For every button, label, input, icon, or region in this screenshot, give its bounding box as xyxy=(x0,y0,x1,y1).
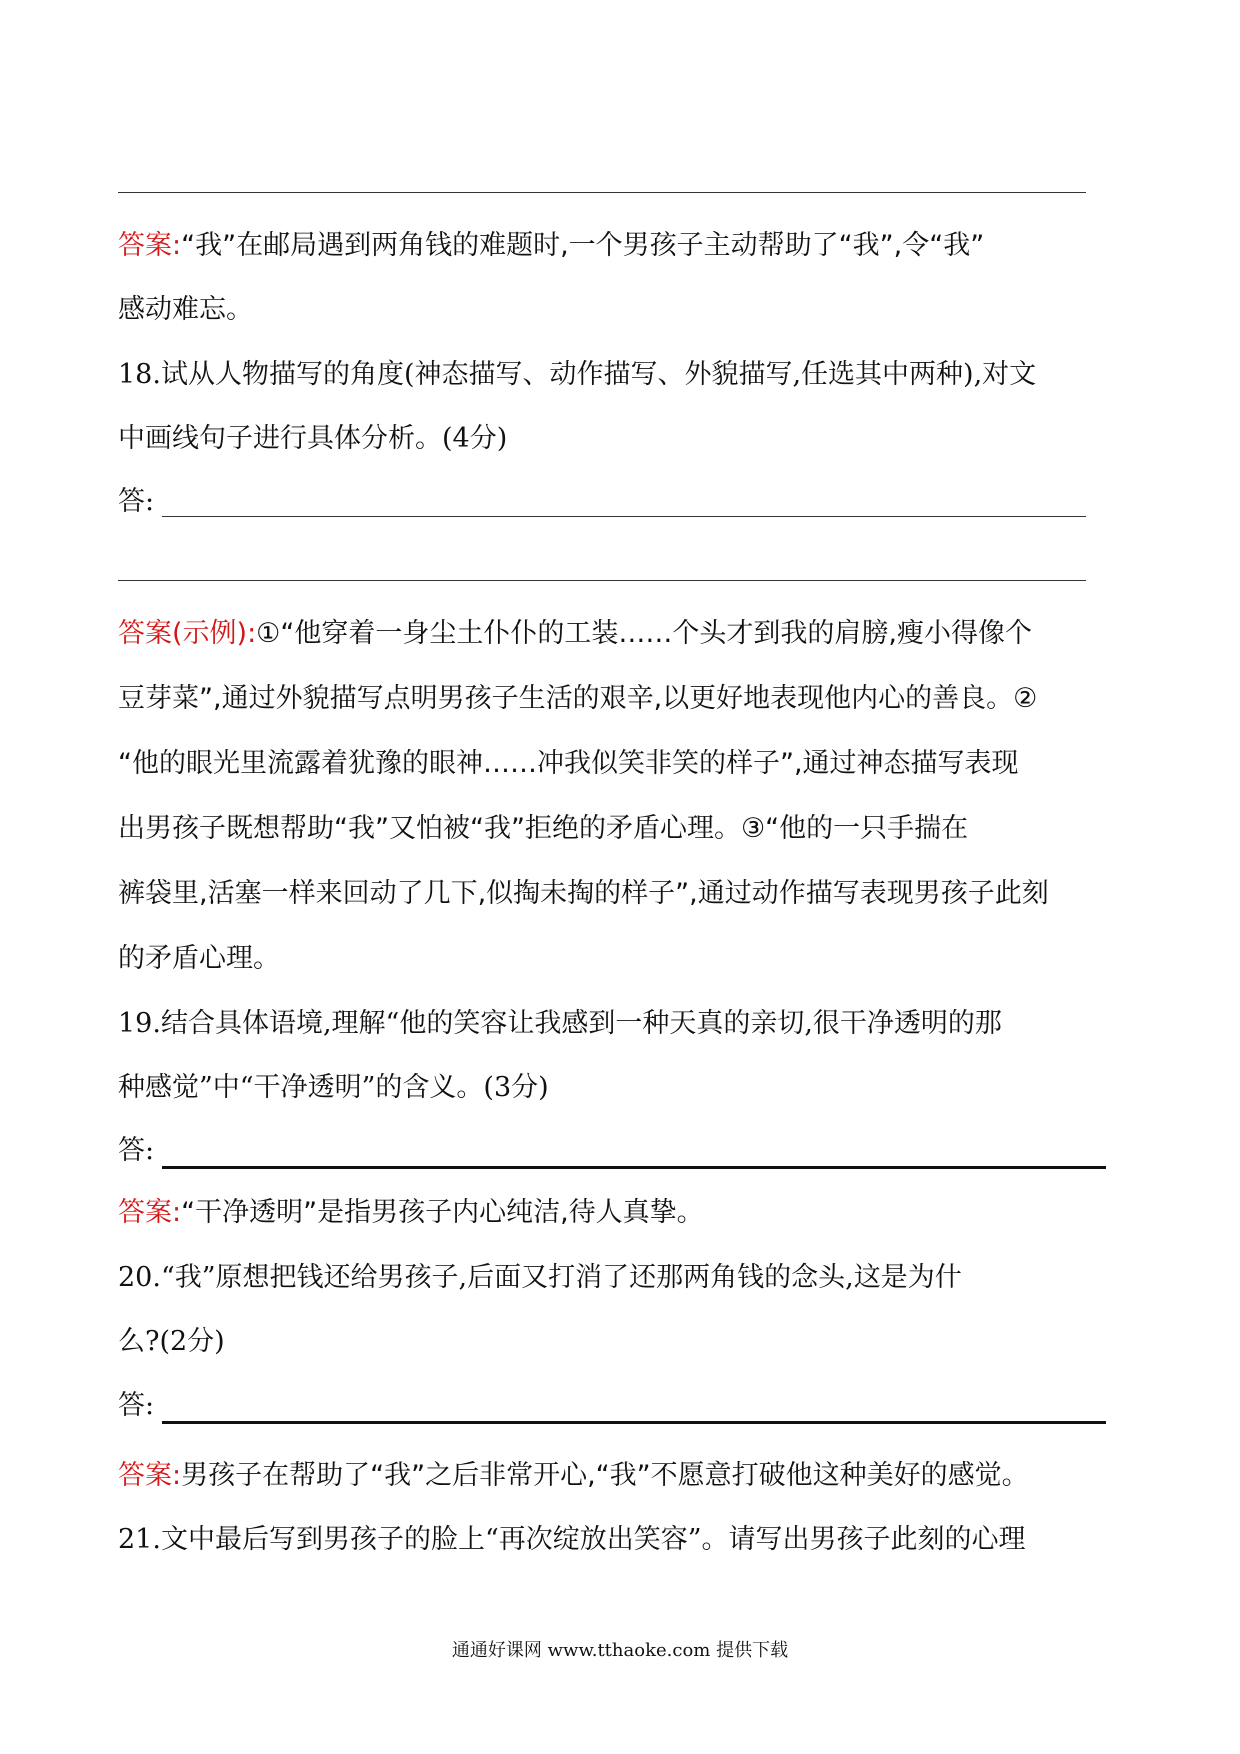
answer-label: 答案: xyxy=(118,1460,182,1491)
question-text: 18.试从人物描写的角度(神态描写、动作描写、外貌描写,任选其中两种),对文 xyxy=(118,359,1037,390)
answer-18-line-5 xyxy=(118,874,1128,914)
answer-blank-18a[interactable] xyxy=(162,516,1086,517)
answer-prompt-18 xyxy=(118,482,154,522)
page-footer: 通通好课网 www.tthaoke.com 提供下载 xyxy=(451,1640,789,1661)
question-18-line-1 xyxy=(118,355,1128,395)
question-text: 21.文中最后写到男孩子的脸上“再次绽放出笑容”。请写出男孩子此刻的心理 xyxy=(118,1524,1026,1555)
answer-text: 感动难忘。 xyxy=(118,294,253,325)
question-21-line-1 xyxy=(118,1520,1128,1560)
answer-blank-20[interactable] xyxy=(162,1421,1106,1424)
answer-text: 男孩子在帮助了“我”之后非常开心,“我”不愿意打破他这种美好的感觉。 xyxy=(181,1460,1029,1491)
answer-prompt-20 xyxy=(118,1386,154,1426)
question-19-line-2 xyxy=(118,1068,1128,1108)
answer-prompt-label: 答: xyxy=(118,1390,155,1421)
answer-17-line-1 xyxy=(118,226,1128,266)
answer-18-line-1 xyxy=(118,614,1128,654)
answer-18-line-4 xyxy=(118,809,1128,849)
question-text: 中画线句子进行具体分析。(4分) xyxy=(118,423,508,454)
question-18-line-2 xyxy=(118,419,1128,459)
answer-text: 裤袋里,活塞一样来回动了几下,似掏未掏的样子”,通过动作描写表现男孩子此刻 xyxy=(118,878,1049,909)
answer-prompt-label: 答: xyxy=(118,486,155,517)
answer-text: 出男孩子既想帮助“我”又怕被“我”拒绝的矛盾心理。③“他的一只手揣在 xyxy=(118,813,969,844)
answer-text: ①“他穿着一身尘土仆仆的工装……个头才到我的肩膀,瘦小得像个 xyxy=(256,618,1032,649)
answer-prompt-label: 答: xyxy=(118,1135,155,1166)
question-20-line-1 xyxy=(118,1258,1128,1298)
answer-text: “我”在邮局遇到两角钱的难题时,一个男孩子主动帮助了“我”,令“我” xyxy=(181,230,985,261)
question-text: 19.结合具体语境,理解“他的笑容让我感到一种天真的亲切,很干净透明的那 xyxy=(118,1008,1002,1039)
answer-text: “干净透明”是指男孩子内心纯洁,待人真挚。 xyxy=(181,1197,704,1228)
answer-text: “他的眼光里流露着犹豫的眼神……冲我似笑非笑的样子”,通过神态描写表现 xyxy=(118,748,1019,779)
answer-text: 豆芽菜”,通过外貌描写点明男孩子生活的艰辛,以更好地表现他内心的善良。② xyxy=(118,683,1038,714)
question-text: 么?(2分) xyxy=(118,1326,225,1357)
answer-18-line-2 xyxy=(118,679,1128,719)
answer-blank-18b[interactable] xyxy=(118,580,1086,581)
answer-blank-19[interactable] xyxy=(162,1166,1106,1169)
answer-label: 答案: xyxy=(118,1197,182,1228)
question-text: 20.“我”原想把钱还给男孩子,后面又打消了还那两角钱的念头,这是为什 xyxy=(118,1262,962,1293)
question-20-line-2 xyxy=(118,1322,1128,1362)
answer-19-line-1 xyxy=(118,1193,1128,1233)
answer-label: 答案: xyxy=(118,230,182,261)
question-text: 种感觉”中“干净透明”的含义。(3分) xyxy=(118,1072,549,1103)
answer-label: 答案(示例): xyxy=(118,618,257,649)
answer-18-line-3 xyxy=(118,744,1128,784)
answer-20-line-1 xyxy=(118,1456,1128,1496)
question-19-line-1 xyxy=(118,1004,1128,1044)
blank-answer-line xyxy=(118,192,1086,193)
answer-prompt-19 xyxy=(118,1131,154,1171)
answer-17-line-2 xyxy=(118,290,1128,330)
answer-18-line-6 xyxy=(118,939,1128,979)
answer-text: 的矛盾心理。 xyxy=(118,943,280,974)
